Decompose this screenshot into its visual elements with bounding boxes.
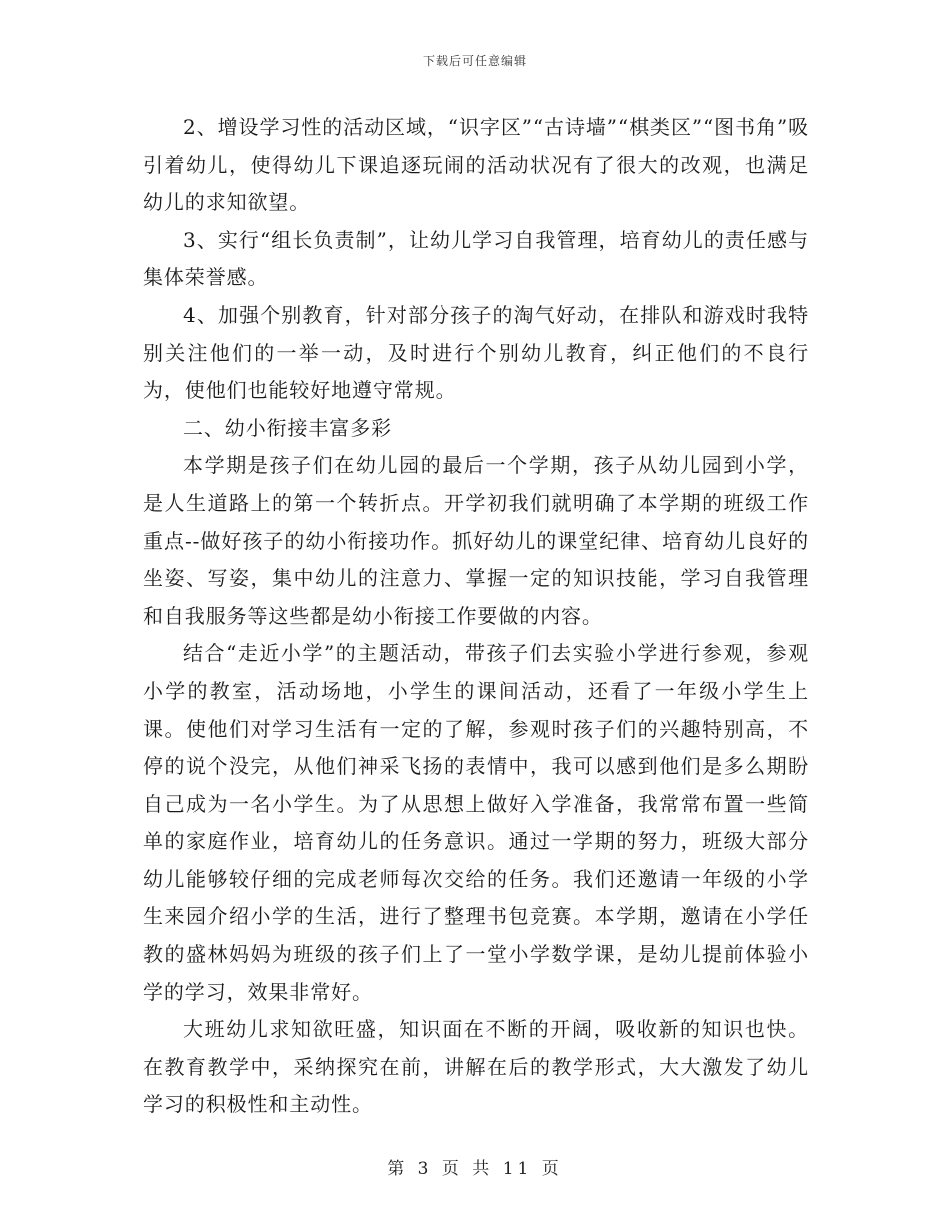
paragraph-school-visit: 结合“走近小学”的主题活动，带孩子们去实验小学进行参观，参观小学的教室，活动场地，小学生的课间活动，还看了一年级小学生上课。使他们对学习生活有一定的了解，参观时孩子们的兴趣特别高，不停的说个没完，从他们神采飞扬的表情中，我可以感到他们是多么期盼自己成为一名小学生。为了从思想上做好入学准备，我常常布置一些简单的家庭作业，培育幼儿的任务意识。通过一学期的努力，班级大部分幼儿能够较仔细的完成老师每次交给的任务。我们还邀请一年级的小学生来园介绍小学的生活，进行了整理书包竞赛。本学期，邀请在小学任教的盛林妈妈为班级的孩子们上了一堂小学数学课，是幼儿提前体验小学的学习，效果非常好。 [143,641,809,1004]
paragraph-item-2: 2、增设学习性的活动区域，“识字区”“古诗墙”“棋类区”“图书角”吸引着幼儿，使得幼儿下课追逐玩闹的活动状况有了很大的改观，也满足幼儿的求知欲望。 [143,115,809,215]
page-header: 下载后可任意编辑 [422,54,527,68]
section-heading: 二、幼小衔接丰富多彩 [183,415,392,440]
document-body [143,109,809,1124]
paragraph-item-3: 3、实行“组长负责制”，让幼儿学习自我管理，培育幼儿的责任感与集体荣誉感。 [143,227,809,290]
paragraph-teaching-method: 大班幼儿求知欲旺盛，知识面在不断的开阔，吸收新的知识也快。在教育教学中，采纳探究在前，讲解在后的教学形式，大大激发了幼儿学习的积极性和主动性。 [143,1017,809,1117]
page-number: 第 3 页 共 11 页 [387,1159,563,1179]
paragraph-item-4: 4、加强个别教育，针对部分孩子的淘气好动，在排队和游戏时我特别关注他们的一举一动，及时进行个别幼儿教育，纠正他们的不良行为，使他们也能较好地遵守常规。 [143,302,809,403]
paragraph-semester-intro: 本学期是孩子们在幼儿园的最后一个学期，孩子从幼儿园到小学，是人生道路上的第一个转折点。开学初我们就明确了本学期的班级工作重点--做好孩子的幼小衔接功作。抓好幼儿的课堂纪律、培育幼儿良好的坐姿、写姿，集中幼儿的注意力、掌握一定的知识技能，学习自我管理和自我服务等这些都是幼小衔接工作要做的内容。 [143,453,809,628]
